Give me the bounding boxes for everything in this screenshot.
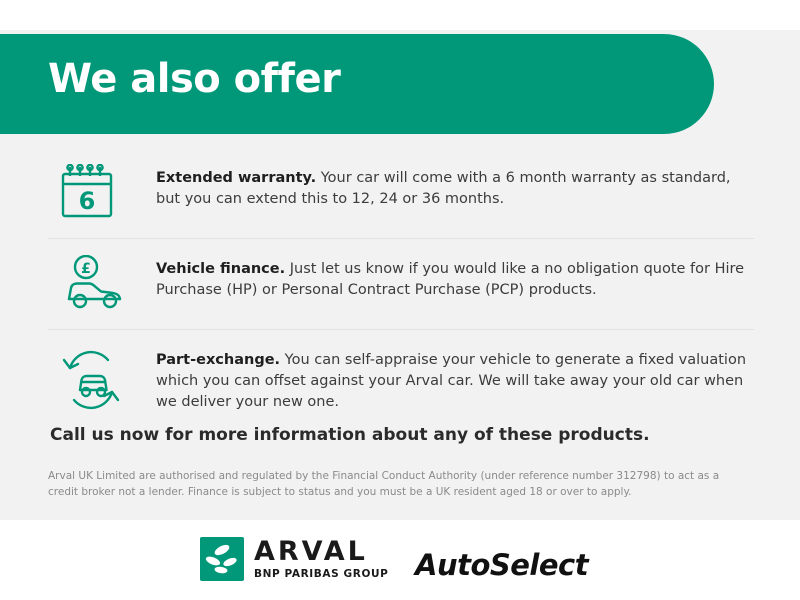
- car-with-pound-icon: [48, 255, 156, 313]
- calendar-month-count: 6: [78, 187, 96, 215]
- legal-disclaimer: Arval UK Limited are authorised and regulated by the Financial Conduct Authority (under reference number 312798) to act as a credit broker not a lender. Finance is subject to status and you must be a UK resident aged 18 or over to apply.: [48, 470, 720, 499]
- offer-description: [156, 346, 754, 413]
- offer-title: Part-exchange.: [156, 352, 281, 368]
- call-to-action-text: Call us now for more information about any of these products.: [50, 425, 650, 445]
- offer-body: You can self-appraise your vehicle to generate a fixed valuation which you can offset against your Arval car. We will take away your old car when we deliver your new one.: [156, 352, 747, 411]
- car-exchange-icon: [48, 346, 156, 416]
- calendar-icon: [48, 164, 156, 222]
- list-item: [48, 148, 754, 239]
- offer-description: [156, 164, 754, 210]
- autoselect-logo: AutoSelect: [415, 548, 589, 582]
- offer-body: Just let us know if you would like a no obligation quote for Hire Purchase (HP) or Personal Contract Purchase (PCP) products.: [156, 261, 745, 299]
- offer-title: Extended warranty.: [156, 170, 317, 186]
- offer-body: Your car will come with a 6 month warranty as standard, but you can extend this to 12, 24 or 36 months.: [156, 170, 731, 208]
- arval-brand-subtitle: BNP PARIBAS GROUP: [254, 568, 389, 580]
- pound-symbol: £: [81, 261, 91, 277]
- page-title: We also offer: [48, 56, 341, 102]
- list-item: [48, 330, 754, 432]
- arval-brand-name: ARVAL: [254, 536, 368, 567]
- arval-wordmark: [254, 538, 388, 580]
- top-white-band: [0, 0, 800, 30]
- arval-logo: [200, 537, 388, 581]
- offer-description: [156, 255, 754, 301]
- offer-title: Vehicle finance.: [156, 261, 286, 277]
- footer: [0, 520, 800, 600]
- list-item: [48, 239, 754, 330]
- offer-list: [48, 148, 754, 432]
- arval-mark-icon: [200, 537, 244, 581]
- hero-banner: [0, 34, 714, 134]
